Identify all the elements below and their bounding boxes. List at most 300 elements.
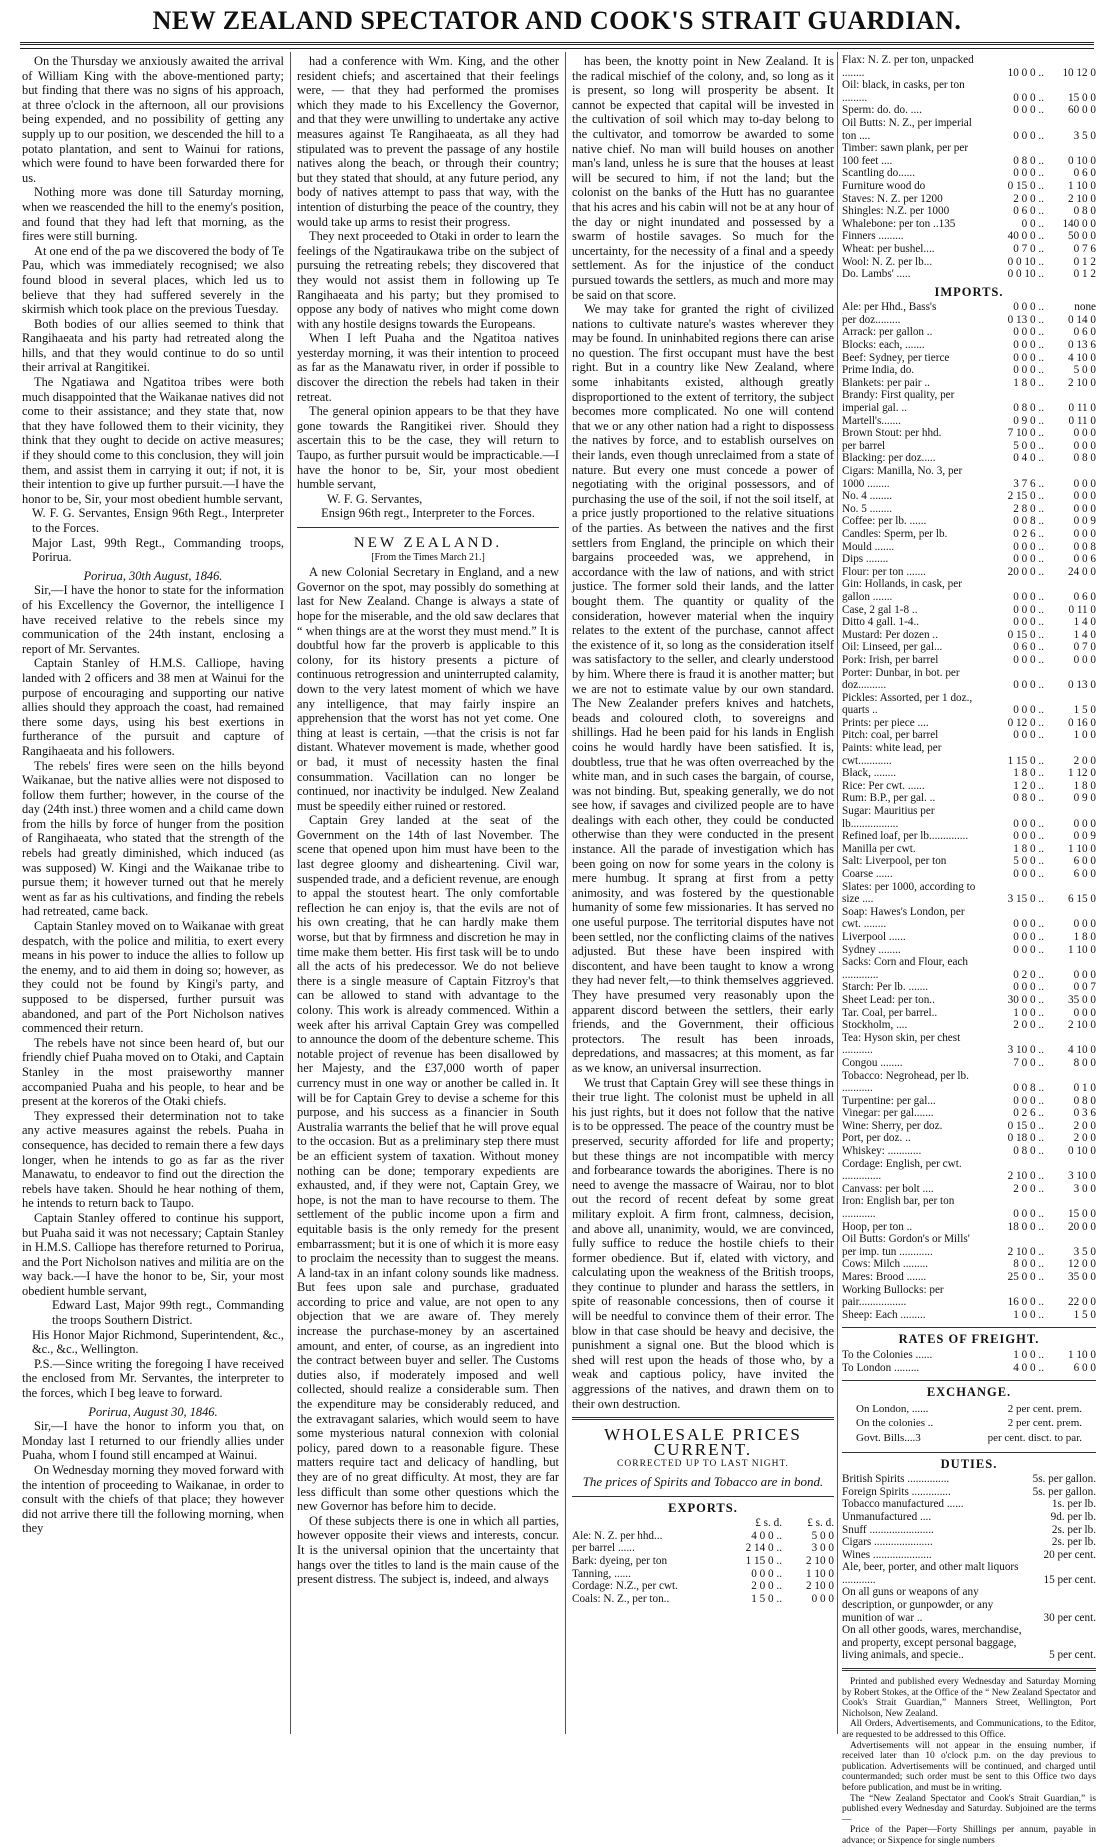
price-value: 0 0 0	[1073, 502, 1096, 515]
price-value: 15 0 0	[1068, 1208, 1096, 1221]
price-row	[842, 193, 1096, 206]
price-value: 0 0 0 ..	[1013, 704, 1044, 717]
paragraph: On the Thursday we anxiously awaited the arrival of William King with the above-mentioned party; but finding that there was no signs of his approach, at three o'clock in the afternoon, all our provisions being expended, and no possibility of getting any supply up to our position, we descended the hill to a potato plantation, and sent to Wainui for rations, which were found to have been forwarded there for us.	[22, 54, 284, 185]
price-value: 0 0 8	[1073, 540, 1096, 553]
column-1	[22, 54, 284, 1734]
item-name: Cigars .....................	[842, 1536, 933, 1549]
price-value: 6 15 0	[1068, 893, 1096, 906]
price-value: 1 0 0 ..	[1013, 1308, 1044, 1321]
price-value: 0 0 0	[1073, 918, 1096, 931]
import-row	[842, 1120, 1096, 1133]
price-value: 2 10 0 ..	[1007, 1245, 1044, 1258]
import-row	[842, 314, 1096, 327]
item-name: On all guns or weapons of any description, or gunpowder, or any munition of war ..	[842, 1586, 994, 1624]
price-value: 5 per cent.	[1049, 1649, 1096, 1662]
item-name: Snuff .......................	[842, 1523, 934, 1536]
paragraph: They next proceeded to Otaki in order to learn the feelings of the Ngatiraukawa tribe on the subject of pursuing the retreating rebels; they discovered that they would not assist them in following up Te Rangihaeata and his party; but they promised to oppose any body of natives who might come down with any hostile designs towards the Europeans.	[297, 229, 559, 331]
price-value: 0 8 0 ..	[1013, 402, 1044, 415]
import-row	[842, 641, 1096, 654]
price-value: 0 0 9	[1073, 830, 1096, 843]
price-value: 2 0 0	[1073, 1132, 1096, 1145]
item-name: per barrel	[842, 439, 886, 452]
item-name: Tobacco: Negrohead, per lb. ...........	[842, 1069, 969, 1095]
import-row	[842, 1309, 1096, 1322]
price-value: 0 0 0 ..	[1013, 326, 1044, 339]
import-row	[842, 868, 1096, 881]
import-row	[842, 1233, 1096, 1258]
item-name: Oil Butts: N. Z., per imperial ton ....	[842, 116, 972, 142]
price-value: 0 18 0 ..	[1007, 1132, 1044, 1145]
item-name: Oil: Linseed, per gal...	[842, 641, 943, 654]
import-row	[842, 503, 1096, 516]
exchange-rate: 2 per cent. prem.	[1007, 1402, 1082, 1415]
paragraph: Nothing more was done till Saturday morning, when we reascended the hill to the enemy's position, and found that they had left that morning, as the fires were still burning.	[22, 185, 284, 244]
export-row	[572, 1530, 834, 1543]
price-value: 1 5 0	[1073, 704, 1096, 717]
imprint	[842, 1677, 1096, 1847]
item-name: Black, ........	[842, 767, 897, 780]
prices-subheading: CORRECTED UP TO LAST NIGHT.	[617, 1459, 789, 1470]
exchange-label: On London, ......	[856, 1402, 929, 1415]
import-row	[842, 1032, 1096, 1057]
price-value: 0 0 0 ..	[1013, 540, 1044, 553]
price-value: 0 0 0 ..	[1013, 930, 1044, 943]
item-name: Wheat: per bushel....	[842, 242, 935, 255]
signature: W. F. G. Servantes,	[327, 491, 423, 506]
price-value: 0 0 0 ..	[1013, 590, 1044, 603]
price-row	[842, 117, 1096, 142]
item-name: Brandy: First quality, per imperial gal. ..	[842, 389, 955, 415]
price-value: 1 10 0	[1068, 943, 1096, 956]
price-value: 2s. per lb.	[1051, 1523, 1096, 1536]
column-divider	[290, 52, 291, 1734]
article-source: [From the Times March 21.]	[371, 551, 485, 563]
price-value: 0 3 6	[1073, 1107, 1096, 1120]
paragraph: had a conference with Wm. King, and the other resident chiefs; and ascertained that their feelings were, — that they had performed the promises which they made to his Excellency the Governor, and that they were unwilling to undertake any active measures against Te Rangihaeata, as all they had stipulated was to prevent the passage of any hostile natives along the beach, or through their country; but they stated that should, at any future period, any body of natives attempt to pass that way, with the intention of disturbing the peace of the country, they would take up arms to resist their progress.	[297, 54, 559, 229]
item-name: Cordage: English, per cwt. ..............	[842, 1157, 962, 1183]
price-value: 6 0 0	[1073, 868, 1096, 880]
item-name: Case, 2 gal 1-8 ..	[842, 603, 918, 616]
price-value: 15 per cent.	[1043, 1573, 1096, 1586]
item-name: On all other goods, wares, merchandise, and property, except personal baggage, living animals, and specie..	[842, 1624, 1022, 1662]
price-value: 0 0 0 ..	[1013, 817, 1044, 830]
import-row	[842, 1095, 1096, 1108]
price-value: 40 0 0 ..	[1007, 230, 1044, 243]
duties-table	[842, 1473, 1096, 1662]
price-value: 2 0 0 ..	[1013, 1182, 1044, 1195]
price-row	[842, 205, 1096, 218]
item-name: Oil Butts: Gordon's or Mills' per imp. tun ............	[842, 1233, 970, 1258]
price-value: 8 0 0	[1073, 1056, 1096, 1069]
item-name: Blankets: per pair ..	[842, 376, 930, 389]
price-value: 0 0 0 ..	[1013, 603, 1044, 616]
import-row	[842, 515, 1096, 528]
item-name: Slates: per 1000, according to size ....	[842, 880, 976, 906]
item-name: Finners .........	[842, 230, 904, 243]
item-name: per barrel ......	[572, 1542, 635, 1555]
exchange-row	[842, 1402, 1096, 1417]
price-value: 0 0 0 ..	[1013, 351, 1044, 364]
duty-row	[842, 1561, 1096, 1586]
duty-row	[842, 1498, 1096, 1511]
item-name: Gin: Hollands, in cask, per gallon .......	[842, 578, 962, 603]
import-row	[842, 767, 1096, 780]
price-value: 3 10 0	[1068, 1170, 1096, 1183]
item-name: Tobacco manufactured ......	[842, 1498, 964, 1511]
price-value: 0 0 0 ..	[1013, 653, 1044, 666]
import-row	[842, 465, 1096, 490]
price-value: 0 0 0	[1073, 968, 1096, 981]
price-value: 0 0 0	[1073, 427, 1096, 440]
freight-row	[842, 1362, 1096, 1375]
duty-row	[842, 1511, 1096, 1524]
price-value: 7 10 0 ..	[1007, 427, 1044, 440]
duties-heading: DUTIES.	[940, 1456, 998, 1471]
duty-row	[842, 1536, 1096, 1549]
price-value: 0 0 0 ..	[1013, 301, 1044, 314]
price-value: 0 0 10 ..	[1007, 268, 1044, 281]
price-value: 22 0 0	[1068, 1296, 1096, 1309]
price-value: 30 per cent.	[1043, 1611, 1096, 1624]
import-row	[842, 881, 1096, 906]
imprint-line: All Orders, Advertisements, and Communications, to the Editor, are requested to be addressed to this Office.	[842, 1719, 1096, 1740]
exchange-list	[842, 1402, 1096, 1446]
price-value: 2 8 0 ..	[1013, 502, 1044, 515]
price-value: 20 0 0	[1068, 1220, 1096, 1233]
import-row	[842, 855, 1096, 868]
divider	[842, 1380, 1096, 1381]
paragraph: Captain Grey landed at the seat of the Government on the 14th of last November. The scene that opened upon him must have been to the last degree gloomy and disheartening. Civil war, suspended trade, and a deficient revenue, are enough to appal the stoutest heart. The only comfortable reflection he can enjoy is, that the evils are not of his own creating, that he can hardly make them worse, but that by firmness and discretion he may in time make them better. His first task will be to undo all the acts of his predecessor. We do not believe there is a single measure of Captain Fitzroy's that can be allowed to stand with advantage to the colony. This work is already commenced. Within a week after his arrival Captain Grey was compelled to announce the doom of the debenture scheme. This notable project of revenue has been disallowed by her Majesty, and the £37,000 worth of paper currency must in one way or another be called in. It will be for Captain Grey to devise a scheme for this purpose, and his success as a financier in South Australia warrants the belief that he will prove equal to the occasion. But as a preliminary step there must be an efficient system of taxation. Without money nothing can be done; temporary expedients are exhausted, and, if they were not, Captain Grey, we hope, is not the man to have recourse to them. The settlement of the public income upon a firm and equitable basis is the only remedy for the present embarrassment; but it is one of which it is more easy to proclaim the necessity than to suggest the means. A land-tax in an infant colony sounds like madness. But fees upon sale and purchase, graduated according to price and value, are not open to any objection that we are aware of. They merely increase the purchase-money by an ascertained amount, and enter, of course, as an ingredient into the contract between buyer and seller. The Customs duties also, if moderately imposed and well collected, should realize a considerable sum. Then the expenditure may be considerably reduced, and the extravagant salaries, which would seem to have some mysterious natural connexion with colonial policy, pared down to a reasonable figure. These matters require tact and delicacy of handling, but they are of no great difficulty. At most, they are far less difficult than some other questions which the new Governor has before him to decide.	[297, 813, 559, 1514]
price-value: 0 6 0 ..	[1013, 205, 1044, 218]
price-value: 0 0 0 ..	[1013, 616, 1044, 629]
price-value: 25 0 0 ..	[1007, 1271, 1044, 1283]
item-name: No. 4 ........	[842, 490, 893, 503]
item-name: Cows: Milch .........	[842, 1258, 929, 1271]
item-name: Canvass: per bolt ....	[842, 1182, 934, 1195]
item-name: Shingles: N.Z. per 1000	[842, 205, 950, 218]
price-value: 0 15 0 ..	[1007, 1119, 1044, 1132]
import-row	[842, 692, 1096, 717]
item-name: Ditto 4 gall. 1-4..	[842, 616, 920, 629]
import-row	[842, 792, 1096, 805]
price-value: 0 0 0	[1073, 1006, 1096, 1019]
duty-row	[842, 1549, 1096, 1562]
freight-table	[842, 1349, 1096, 1374]
imprint-line: The “New Zealand Spectator and Cook's Strait Guardian,” is published every Wednesday and Saturday. Subjoined are the terms —	[842, 1793, 1096, 1825]
price-value: 0 0 0 ..	[1013, 729, 1044, 742]
prices-heading: WHOLESALE PRICES CURRENT.	[604, 1425, 802, 1459]
price-value: 0 11 0	[1068, 414, 1096, 427]
price-value: 3 5 0	[1073, 1245, 1096, 1258]
import-row	[842, 1107, 1096, 1120]
price-value: 0 0 0 ..	[1013, 1094, 1044, 1107]
import-row	[842, 616, 1096, 629]
price-value: 2 0 0 ..	[751, 1580, 782, 1593]
price-value: 0 0 0 ..	[1013, 91, 1044, 104]
price-value: 1 4 0	[1073, 628, 1096, 641]
import-row	[842, 1271, 1096, 1284]
price-value: 1 10 0	[1068, 179, 1096, 192]
price-row	[842, 167, 1096, 180]
price-value: 1s. per lb.	[1051, 1498, 1096, 1511]
price-value: 1 2 0 ..	[1013, 779, 1044, 792]
exchange-heading: EXCHANGE.	[926, 1385, 1012, 1400]
price-value: 3 5 0	[1073, 129, 1096, 142]
item-name: Wine: Sherry, per doz.	[842, 1119, 943, 1132]
price-value: 16 0 0 ..	[1007, 1296, 1044, 1309]
price-value: 50 0 0	[1068, 230, 1096, 243]
price-value: 1 10 0	[1068, 1348, 1096, 1361]
item-name: Sugar: Mauritius per lb.................	[842, 805, 935, 830]
item-name: Flour: per ton .......	[842, 565, 926, 578]
item-name: Whalebone: per ton ..135	[842, 217, 956, 230]
price-value: 0 1 0	[1073, 1082, 1096, 1095]
price-value: 0 0 9	[1073, 515, 1096, 528]
item-name: Cigars: Manilla, No. 3, per 1000 ........	[842, 465, 963, 490]
item-name: per doz.........	[842, 313, 901, 326]
import-row	[842, 1158, 1096, 1183]
price-value: 8 0 0 ..	[1013, 1258, 1044, 1271]
price-value: 0 2 0 ..	[1013, 968, 1044, 981]
column-3	[572, 54, 834, 1734]
paragraph: Sir,—I have the honor to state for the information of his Excellency the Governor, the intelligence I have received relative to the rebels since my communication of the 24th instant, enclosing a report of Mr. Servantes.	[22, 583, 284, 656]
price-value: 10 0 0 ..	[1007, 66, 1044, 79]
price-value: 3 0 0	[811, 1542, 834, 1555]
item-name: Bark: dyeing, per ton	[572, 1554, 668, 1567]
item-name: Sheep: Each .........	[842, 1308, 926, 1321]
item-name: Porter: Dunbar, in bot. per doz..........	[842, 666, 960, 692]
paragraph: We may take for granted the right of civilized nations to cultivate nature's wastes wherever they may be found. In uninhabited regions there can arise no question. The first occupant must have the best right. But in a country like New Zealand, where some inhabitants existed, although greatly disproportioned to the extent of territory, the subject becomes more complicated. No one will contend that we or any other nation had a right to dispossess the natives by force, and to establish ourselves on their lands, even though unreclaimed from a state of nature. But every one must concede a power of negotiating with the original possessors, and of purchasing the use of the soil, if not the soil itself, at a price justly proportioned to the relative situations of the parties. As between the natives and the first settlers from England, the principle on which their bargains proceeded was, we apprehend, in accordance with the law of nations, and with strict justice. The former sold their lands, and the latter bought them. The quantity or quality of the consideration, however material when the inquiry relates to the extent of the purchase, cannot affect the existence of it, so long as the consideration itself was satisfactory to the seller, and clearly understood by him. Where there is fraud it is another matter; but we are not to estimate value by our own standard. The New Zealander prefers knives and hatchets, beads and coloured cloth, to sovereigns and shillings. Had he been paid for his lands in English coins he would hardly have been satisfied. It is, doubtless, true that he was often overreached by the white man, and in such cases the bargain, of course, was not binding. But, speaking generally, we do not see how, if savages and civilized people are to have dealings with each other, they could be conducted otherwise than they were conducted in the present instance. All the parade of investigation which has been going on now for some years in the colony is mere humbug. It sprang at first from a petty animosity, and was fostered by the questionable humanity of some few missionaries. It has served no one useful purpose. The territorial disputes have not been settled, nor the conflicting claims of the natives adjusted. But these have been inspired with discontent, and have been taught to know a wrong they had never felt,—to think themselves aggrieved. They have presumed very reasonably upon the apparent discord between the settlers, their early friends, and the Government, their officious protectors. The result has been inroads, depredations, and massacres; at this moment, as far as we know, an universal insurrection.	[572, 302, 834, 1075]
paragraph: The Ngatiawa and Ngatitoa tribes were both much disappointed that the Waikanae natives did not come to their assistance; and they state that, now that they have followed them to their vicinity, they think that they ought to decide on active measures; if they should come to this conclusion, they will join them, and assist them in carrying it out; if not, it is their intention to give up further pursuit.—I have the honor to be, Sir, your most obedient humble servant,	[22, 375, 284, 506]
item-name: Beef: Sydney, per tierce	[842, 351, 950, 364]
price-value: 4 0 0 ..	[1013, 1361, 1044, 1374]
price-value: 0 0 0	[811, 1592, 834, 1605]
import-row	[842, 1019, 1096, 1032]
price-value: 0 12 0 ..	[1007, 716, 1044, 729]
price-value: 2 0 0 ..	[1013, 192, 1044, 205]
price-value: 0 7 6	[1073, 242, 1096, 255]
price-value: 0 0 ..	[1021, 217, 1044, 230]
import-row	[842, 364, 1096, 377]
item-name: Wines .....................	[842, 1548, 932, 1561]
import-row	[842, 604, 1096, 617]
item-name: Congou ........	[842, 1056, 903, 1069]
import-row	[842, 629, 1096, 642]
price-value: 0 8 0 ..	[1013, 792, 1044, 805]
price-value: 3 10 0 ..	[1007, 1044, 1044, 1057]
item-name: Iron: English bar, per ton ............	[842, 1195, 955, 1221]
import-row	[842, 654, 1096, 667]
import-row	[842, 578, 1096, 603]
import-row	[842, 729, 1096, 742]
paragraph: The general opinion appears to be that they have gone towards the Rangitikei river. Should they ascertain this to be the case, they will return to Taupo, as further pursuit would be impracticable.—I have the honor to be, Sir, your most obedient humble servant,	[297, 404, 559, 492]
price-value: 0 0 0 ..	[1013, 129, 1044, 142]
signature: W. F. G. Servantes, Ensign 96th Regt., Interpreter to the Forces.	[32, 506, 284, 535]
import-row	[842, 326, 1096, 339]
item-name: Dips ........	[842, 553, 889, 566]
item-name: Mares: Brood .......	[842, 1271, 927, 1283]
price-value: 0 0 0 ..	[1013, 981, 1044, 994]
import-row	[842, 1284, 1096, 1309]
item-name: Cordage: N.Z., per cwt.	[572, 1580, 678, 1593]
price-value: 0 0 8 ..	[1013, 1082, 1044, 1095]
masthead: NEW ZEALAND SPECTATOR AND COOK'S STRAIT GUARDIAN.	[152, 6, 962, 35]
exchange-label: Govt. Bills....3	[856, 1431, 921, 1444]
exports-heading: EXPORTS.	[668, 1500, 738, 1515]
export-row	[572, 1568, 834, 1581]
price-value: 0 6 0	[1073, 590, 1096, 603]
price-value: 0 0 0 ..	[1013, 339, 1044, 352]
price-value: 0 0 10 ..	[1007, 255, 1044, 268]
price-value: 0 0 0 ..	[1013, 918, 1044, 931]
item-name: Sacks: Corn and Flour, each .............	[842, 956, 969, 981]
price-value: 0 6 0	[1073, 326, 1096, 339]
price-row	[842, 79, 1096, 104]
duty-row	[842, 1486, 1096, 1499]
price-value: 2 0 0 ..	[1013, 1019, 1044, 1032]
item-name: Coarse ......	[842, 868, 893, 880]
price-value: 1 0 0 ..	[1013, 1348, 1044, 1361]
price-value: 0 6 0	[1073, 167, 1096, 180]
price-value: 24 0 0	[1068, 565, 1096, 578]
paragraph: When I left Puaha and the Ngatitoa natives yesterday morning, it was their intention to proceed as far as the Manawatu river, in order if possible to discover the direction the rebels had taken in their retreat.	[297, 331, 559, 404]
item-name: Ale: N. Z. per hhd...	[572, 1529, 663, 1542]
item-name: Stockholm, ....	[842, 1019, 908, 1032]
price-value: 0 0 6	[1073, 553, 1096, 566]
import-row	[842, 1221, 1096, 1234]
price-value: 0 0 0 ..	[1013, 167, 1044, 180]
item-name: To London .........	[842, 1361, 920, 1374]
item-name: Manilla per cwt.	[842, 842, 916, 855]
item-name: Unmanufactured ....	[842, 1510, 932, 1523]
price-value: 1 10 0	[806, 1567, 834, 1580]
price-value: 0 0 0 ..	[1013, 868, 1044, 880]
price-value: 1 10 0	[1068, 842, 1096, 855]
price-value: none	[1074, 301, 1096, 314]
price-value: 1 15 0 ..	[1007, 754, 1044, 767]
item-name: Turpentine: per gal...	[842, 1094, 936, 1107]
price-value: 0 0 0 ..	[1013, 830, 1044, 843]
divider	[297, 527, 559, 528]
price-value: 0 0 0 ..	[1013, 679, 1044, 692]
price-value: 0 14 0	[1068, 313, 1096, 326]
item-name: Tea: Hyson skin, per chest ...........	[842, 1031, 961, 1057]
paragraph: has been, the knotty point in New Zealand. It is the radical mischief of the colony, and, so long as it is present, so long will prosperity be absent. It cannot be expected that capital will be invested in the cultivation of soil which may to-day belong to the cultivator, and tomorrow be awarded to some native chief. No man will build houses on another man's land, unless he is sure that the houses at least will be secured to him, if not the land; but the colonist on the banks of the Hutt has no guarantee that his acres and his cabin will not be at any hour of the day or night inundated and possessed by a swarm of hostile savages. So much for the uncertainty, for the necessity of a final and a speedy settlement. As for the injustice of the conduct pursued towards the settlers, as much and more may be said on that score.	[572, 54, 834, 302]
price-value: 7 0 0 ..	[1013, 1056, 1044, 1069]
import-row	[842, 944, 1096, 957]
price-value: 0 15 0 ..	[1007, 179, 1044, 192]
price-value: 2 14 0 ..	[745, 1542, 782, 1555]
price-value: 5s. per gallon.	[1032, 1473, 1096, 1486]
price-value: 30 0 0 ..	[1007, 993, 1044, 1006]
paragraph: Both bodies of our allies seemed to think that Rangihaeata and his party had retreated along the hills, and that they would continue to do so until their arrival at Rangitikei.	[22, 316, 284, 375]
import-row	[842, 301, 1096, 314]
item-name: Ale: per Hhd., Bass's	[842, 301, 937, 314]
import-row	[842, 352, 1096, 365]
price-value: 0 0 0 ..	[1013, 364, 1044, 377]
imprint-line: Price of the Paper—Forty Shillings per annum, payable in advance; or Sixpence for single numbers	[842, 1825, 1096, 1846]
item-name: Coals: N. Z., per ton..	[572, 1592, 670, 1605]
price-value: 0 4 0 ..	[1013, 452, 1044, 465]
import-row	[842, 805, 1096, 830]
item-name: Sperm: do. do. ....	[842, 104, 922, 117]
import-row	[842, 1007, 1096, 1020]
article-heading: NEW ZEALAND.	[353, 535, 503, 551]
import-row	[842, 1183, 1096, 1196]
item-name: Paints: white lead, per cwt............	[842, 742, 942, 767]
item-name: No. 5 ........	[842, 502, 893, 515]
price-value: 0 10 0	[1068, 154, 1096, 167]
price-value: 0 7 0	[1073, 641, 1096, 654]
import-row	[842, 339, 1096, 352]
export-row	[572, 1555, 834, 1568]
paragraph: The rebels have not since been heard of, but our friendly chief Puaha moved on to Otaki, and Captain Stanley in the most praiseworthy manner accompanied Puaha and his people, to hear and be present at the koreros of the Otaki chiefs.	[22, 1035, 284, 1109]
export-row	[572, 1593, 834, 1606]
price-value: 0 16 0	[1068, 716, 1096, 729]
freight-row	[842, 1349, 1096, 1362]
imports-heading: IMPORTS.	[934, 284, 1004, 299]
price-value: 0 8 0 ..	[1013, 1145, 1044, 1158]
item-name: Pork: Irish, per barrel	[842, 653, 939, 666]
divider	[572, 1496, 834, 1497]
paragraph: Captain Stanley offered to continue his support, but Puaha said it was not necessary; Captain Stanley in H.M.S. Calliope has therefore returned to Porirua, and the Port Nicholson natives and militia are on the way back.—I have the honor to be, Sir, your most obedient humble servant,	[22, 1210, 284, 1298]
item-name: Blocks: each, .......	[842, 339, 925, 352]
item-name: Arrack: per gallon ..	[842, 326, 933, 339]
signature: Major Last, 99th Regt., Commanding troops, Porirua.	[32, 535, 284, 565]
divider	[842, 1668, 1096, 1673]
price-value: 5 0 0	[1073, 364, 1096, 377]
item-name: Foreign Spirits ..............	[842, 1485, 951, 1498]
price-value: 60 0 0	[1068, 104, 1096, 117]
item-name: Mustard: Per dozen ..	[842, 628, 939, 641]
import-row	[842, 415, 1096, 428]
price-value: 5 0 0	[811, 1529, 834, 1542]
imprint-line: Printed and published every Wednesday and Saturday Morning by Robert Stokes, at the Office of the “ New Zealand Spectator and Cook's Strait Guardian,” Manners Street, Wellington, Port Nicholson, New Zealand.	[842, 1677, 1096, 1719]
price-row	[842, 180, 1096, 193]
item-name: Wool: N. Z. per lb...	[842, 255, 933, 268]
divider	[842, 1327, 1096, 1328]
item-name: Blacking: per doz.....	[842, 452, 936, 465]
item-name: Tanning, ......	[572, 1567, 631, 1580]
price-value: 1 15 0 ..	[745, 1554, 782, 1567]
duty-row	[842, 1624, 1096, 1662]
price-value: 3 7 6 ..	[1013, 477, 1044, 490]
price-value: 2 10 0	[1068, 192, 1096, 205]
price-value: 20 0 0 ..	[1007, 565, 1044, 578]
column-2	[297, 54, 559, 1734]
price-value: 0 13 0	[1068, 679, 1096, 692]
import-row	[842, 553, 1096, 566]
import-row	[842, 452, 1096, 465]
price-value: 0 11 0	[1068, 603, 1096, 616]
price-value: 3 15 0 ..	[1007, 893, 1044, 906]
import-row	[842, 906, 1096, 931]
import-row	[842, 843, 1096, 856]
price-value: 0 0 0	[1073, 477, 1096, 490]
price-value: 10 12 0	[1062, 66, 1096, 79]
currency-header: £ s. d.	[807, 1517, 834, 1530]
price-row	[842, 142, 1096, 167]
item-name: Candles: Sperm, per lb.	[842, 527, 948, 540]
import-row	[842, 1258, 1096, 1271]
duty-row	[842, 1473, 1096, 1486]
price-value: 0 1 2	[1073, 268, 1096, 281]
price-value: 1 8 0	[1073, 779, 1096, 792]
import-row	[842, 1070, 1096, 1095]
price-value: 1 5 0 ..	[751, 1592, 782, 1605]
price-value: 0 6 0 ..	[1013, 641, 1044, 654]
price-value: 6 0 0	[1073, 855, 1096, 868]
